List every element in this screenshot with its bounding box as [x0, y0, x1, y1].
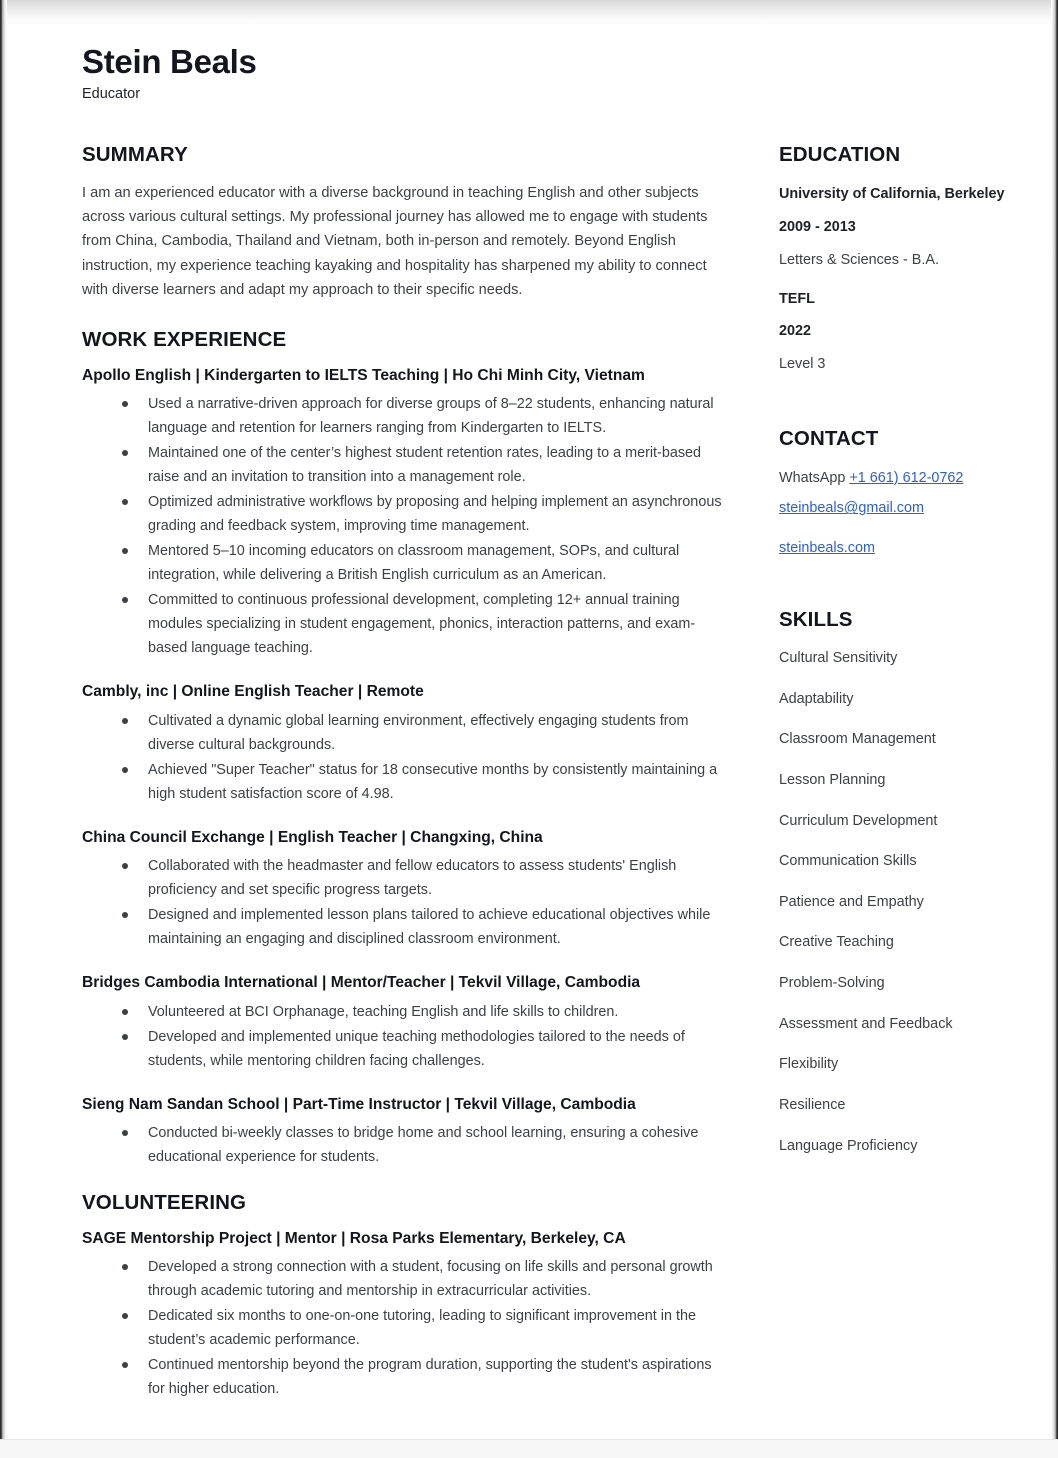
- education-entries: [779, 184, 1019, 375]
- whatsapp-label: WhatsApp: [779, 469, 846, 486]
- job-bullet: Maintained one of the center’s highest student retention rates, leading to a merit-based raise and an invitation to transition into a management role.: [82, 441, 730, 489]
- job-bullet: Achieved "Super Teacher" status for 18 consecutive months by consistently maintaining a high student satisfaction score of 4.98.: [82, 758, 730, 806]
- resume-header: [82, 44, 1018, 103]
- skill-item: Communication Skills: [779, 853, 917, 870]
- job-bullet: Collaborated with the headmaster and fellow educators to assess students' English proficiency and set specific progress targets.: [82, 854, 730, 902]
- work-experience-heading: WORK EXPERIENCE: [82, 328, 287, 352]
- phone-link[interactable]: +1 661) 612-0762: [849, 469, 964, 486]
- skill-item: Resilience: [779, 1096, 846, 1113]
- education-institution: University of California, Berkeley: [779, 185, 1005, 202]
- education-entry: [779, 184, 1019, 271]
- education-heading: EDUCATION: [779, 143, 901, 167]
- job-bullet-list: [82, 1000, 730, 1073]
- job-title: Sieng Nam Sandan School | Part-Time Instructor | Tekvil Village, Cambodia: [82, 1095, 636, 1113]
- job-bullet: Designed and implemented lesson plans tailored to achieve educational objectives while maintaining an engaging and disciplined classroom environment.: [82, 903, 730, 951]
- job-bullet: Dedicated six months to one-on-one tutoring, leading to significant improvement in the student’s academic performance.: [82, 1304, 730, 1352]
- job-bullet-list: [82, 1255, 730, 1401]
- job-entry: [82, 1229, 730, 1402]
- job-bullet-list: [82, 392, 730, 661]
- skill-item: Classroom Management: [779, 731, 936, 748]
- education-detail: Level 3: [779, 356, 826, 373]
- job-bullet: Volunteered at BCI Orphanage, teaching English and life skills to children.: [82, 1000, 730, 1024]
- page-edge-bottom: [0, 1439, 1058, 1458]
- job-title: SAGE Mentorship Project | Mentor | Rosa Parks Elementary, Berkeley, CA: [82, 1229, 626, 1247]
- main-column: [82, 143, 730, 1423]
- sidebar-column: [779, 143, 1019, 1157]
- job-entry: [82, 682, 730, 805]
- job-bullet: Continued mentorship beyond the program duration, supporting the student's aspirations for higher education.: [82, 1353, 730, 1401]
- job-entry: [82, 973, 730, 1072]
- contact-email-row: [779, 498, 1019, 520]
- skill-item: Patience and Empathy: [779, 893, 924, 910]
- candidate-role: Educator: [82, 85, 141, 102]
- job-entry: [82, 366, 730, 661]
- job-bullet: Conducted bi-weekly classes to bridge home and school learning, ensuring a cohesive educational experience for students.: [82, 1121, 730, 1169]
- job-entry: [82, 1095, 730, 1169]
- job-bullet: Optimized administrative workflows by proposing and helping implement an asynchronous grading and feedback system, improving time management.: [82, 490, 730, 538]
- job-bullet-list: [82, 709, 730, 806]
- education-dates: 2022: [779, 323, 812, 340]
- education-dates: 2009 - 2013: [779, 218, 856, 235]
- website-link[interactable]: steinbeals.com: [779, 540, 875, 556]
- skill-item: Language Proficiency: [779, 1137, 918, 1154]
- skill-item: Cultural Sensitivity: [779, 650, 898, 667]
- job-bullet-list: [82, 1121, 730, 1169]
- job-title: Cambly, inc | Online English Teacher | Remote: [82, 683, 424, 701]
- job-entry: [82, 828, 730, 951]
- education-section: [779, 143, 1019, 375]
- skill-item: Assessment and Feedback: [779, 1015, 953, 1032]
- job-bullet: Developed and implemented unique teaching methodologies tailored to the needs of students, while mentoring children facing challenges.: [82, 1025, 730, 1073]
- job-bullet: Used a narrative-driven approach for diverse groups of 8–22 students, enhancing natural language and retention for learners ranging from Kindergarten to IELTS.: [82, 392, 730, 440]
- skill-item: Lesson Planning: [779, 772, 886, 789]
- summary-section: [82, 143, 730, 302]
- skill-item: Creative Teaching: [779, 934, 894, 951]
- volunteering-section: [82, 1191, 730, 1401]
- contact-whatsapp-row: [779, 468, 1019, 490]
- contact-heading: CONTACT: [779, 427, 879, 451]
- job-bullet: Committed to continuous professional development, completing 12+ annual training modules specializing in student engagement, phonics, interaction patterns, and exam-based language teaching.: [82, 588, 730, 660]
- education-entry: [779, 289, 1019, 376]
- contact-section: [779, 427, 1019, 559]
- work-experience-section: [82, 328, 730, 1169]
- job-bullet-list: [82, 854, 730, 951]
- education-institution: TEFL: [779, 290, 815, 307]
- volunteering-heading: VOLUNTEERING: [82, 1191, 247, 1215]
- skill-item: Problem-Solving: [779, 975, 885, 992]
- skills-list: [779, 648, 1019, 1157]
- education-detail: Letters & Sciences - B.A.: [779, 251, 939, 268]
- job-bullet: Cultivated a dynamic global learning environment, effectively engaging students from diverse cultural backgrounds.: [82, 709, 730, 757]
- candidate-name: Stein Beals: [82, 43, 257, 80]
- email-link[interactable]: steinbeals@gmail.com: [779, 500, 924, 517]
- skill-item: Adaptability: [779, 690, 854, 707]
- skill-item: Curriculum Development: [779, 812, 938, 829]
- summary-text: I am an experienced educator with a diverse background in teaching English and other subjects across various cultural settings. My professional journey has allowed me to engage with students from China, Cambodia, Thailand and Vietnam, both in-person and remotely. Beyond English instruction, my experience teaching kayaking and hospitality has sharpened my ability to connect with diverse learners and adapt my approach to their specific needs.: [82, 184, 708, 298]
- job-title: Apollo English | Kindergarten to IELTS Teaching | Ho Chi Minh City, Vietnam: [82, 366, 645, 384]
- job-title: Bridges Cambodia International | Mentor/Teacher | Tekvil Village, Cambodia: [82, 974, 641, 992]
- job-bullet: Developed a strong connection with a student, focusing on life skills and personal growth through academic tutoring and mentorship in extracurricular activities.: [82, 1255, 730, 1303]
- skill-item: Flexibility: [779, 1056, 839, 1073]
- skills-section: [779, 608, 1019, 1158]
- volunteering-jobs-list: [82, 1229, 730, 1402]
- job-title: China Council Exchange | English Teacher | Changxing, China: [82, 828, 543, 846]
- skills-heading: SKILLS: [779, 607, 853, 631]
- resume-columns: [82, 143, 1018, 1423]
- summary-heading: SUMMARY: [82, 143, 188, 167]
- contact-website-row: [779, 538, 1019, 560]
- work-jobs-list: [82, 366, 730, 1169]
- job-bullet: Mentored 5–10 incoming educators on classroom management, SOPs, and cultural integration, while delivering a British English curriculum as an American.: [82, 539, 730, 587]
